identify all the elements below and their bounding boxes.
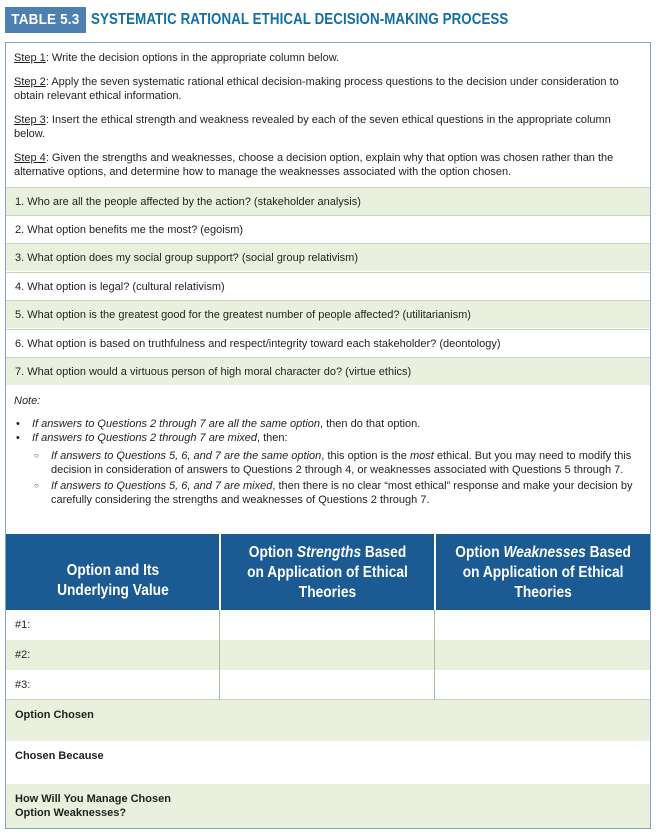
note-bullet-2-italic: If answers to Questions 2 through 7 are mixed [32, 432, 258, 444]
table-title: SYSTEMATIC RATIONAL ETHICAL DECISION-MAKING PROCESS [90, 11, 509, 28]
step-4 [14, 151, 644, 180]
option-row-1-strengths-cell[interactable] [219, 610, 220, 640]
note-subbullet-2-italic: If answers to Questions 5, 6, and 7 are mixed [51, 480, 273, 492]
option-row-3-strengths-cell[interactable] [219, 670, 220, 700]
option-row-2 [6, 640, 650, 670]
col-header-weaknesses [436, 534, 650, 610]
col-header-strengths-pre: Option [248, 544, 297, 561]
step-4-label: Step 4 [14, 151, 46, 164]
step-4-text: : Given the strengths and weaknesses, choose a decision option, explain why that option was chosen rather than the alternative options, and determine how to manage the weaknesses associated with the option chosen. [14, 151, 614, 178]
note-subbullet-2-text: , then there is no clear “most ethical” response and make your decision by carefully considering the strengths and weaknesses of Questions 2 through 7. [51, 480, 633, 506]
note-subbullet-2 [14, 479, 644, 507]
col-header-weaknesses-line2: on Application of Ethical [462, 564, 624, 581]
question-row-4: 4. What option is legal? (cultural relativism) [6, 272, 650, 300]
note-subbullet-1-italic2: most [409, 450, 434, 462]
col-header-strengths-line2: on Application of Ethical [247, 564, 408, 581]
step-3-label: Step 3 [14, 113, 46, 126]
note-title: Note: [14, 395, 41, 407]
option-chosen-label: Option Chosen [15, 709, 94, 721]
col-header-strengths [221, 534, 434, 610]
option-row-1-weaknesses-cell[interactable] [434, 610, 435, 640]
col-header-strengths-post: Based [361, 544, 407, 561]
option-chosen-row [6, 700, 650, 741]
note-bullet-2-text: , then: [257, 432, 288, 444]
note-bullet-1-italic: If answers to Questions 2 through 7 are all the same option [32, 418, 320, 430]
col-header-weaknesses-line3: Theories [514, 584, 572, 601]
question-row-5: 5. What option is the greatest good for the greatest number of people affected? (utilitarianism) [6, 300, 650, 328]
chosen-because-row [6, 741, 650, 784]
step-1-label: Step 1 [14, 52, 46, 64]
question-row-6: 6. What option is based on truthfulness and respect/integrity toward each stakeholder? (deontology) [6, 329, 650, 357]
step-2-label: Step 2 [14, 75, 46, 88]
option-row-2-label: #2: [15, 649, 31, 661]
manage-weaknesses-line2: Option Weaknesses? [15, 807, 127, 819]
note-subbullet-1-italic: If answers to Questions 5, 6, and 7 are the same option [51, 450, 322, 462]
table-number-badge: TABLE 5.3 [5, 7, 86, 33]
col-header-strengths-word: Strengths [296, 544, 362, 561]
option-row-1-label: #1: [15, 619, 31, 631]
note-bullet-2 [14, 431, 644, 445]
option-row-3-label: #3: [15, 679, 31, 691]
col-divider-2 [434, 534, 436, 610]
note-section [14, 394, 644, 507]
note-bullet-1-text: , then do that option. [320, 418, 421, 430]
option-row-2-strengths-cell[interactable] [219, 640, 220, 670]
manage-weaknesses-line1: How Will You Manage Chosen [15, 793, 171, 805]
col-header-weaknesses-post: Based [585, 544, 631, 561]
note-subbullet-1-mid: , this option is the [321, 450, 410, 462]
col-divider-1 [219, 534, 221, 610]
table-header [5, 7, 576, 33]
chosen-because-label: Chosen Because [15, 750, 104, 762]
col-header-option-line2: Underlying Value [56, 582, 169, 599]
question-row-1: 1. Who are all the people affected by the action? (stakeholder analysis) [6, 187, 650, 215]
question-row-7: 7. What option would a virtuous person of high moral character do? (virtue ethics) [6, 357, 650, 385]
col-header-weaknesses-pre: Option [455, 544, 504, 561]
step-2 [14, 75, 644, 104]
note-subbullet-1 [14, 449, 644, 477]
option-row-3-weaknesses-cell[interactable] [434, 670, 435, 700]
col-header-strengths-line3: Theories [298, 584, 357, 601]
question-row-3: 3. What option does my social group support? (social group relativism) [6, 243, 650, 271]
note-subbullet-1-text: ethical. But you may need to modify this decision in consideration of answers to Questions 2 through 4, or weaknesses associated with Questions 5 through 7. [51, 450, 632, 476]
option-row-1 [6, 610, 650, 640]
step-2-text: : Apply the seven systematic rational ethical decision-making process questions to the decision under consideration to obtain relevant ethical information. [14, 75, 619, 102]
option-row-3 [6, 670, 650, 700]
col-header-option [6, 534, 219, 610]
option-row-2-weaknesses-cell[interactable] [434, 640, 435, 670]
note-bullet-1 [14, 417, 644, 431]
question-row-2: 2. What option benefits me the most? (egoism) [6, 215, 650, 243]
steps-section [14, 51, 644, 189]
step-3-text: : Insert the ethical strength and weakness revealed by each of the seven ethical questions in the appropriate column below. [14, 113, 611, 140]
manage-weaknesses-row [6, 784, 650, 828]
step-3 [14, 113, 644, 142]
step-1 [14, 51, 644, 66]
step-1-text: : Write the decision options in the appropriate column below. [45, 52, 340, 64]
col-header-option-line1: Option and Its [66, 562, 159, 579]
col-header-weaknesses-word: Weaknesses [503, 544, 586, 561]
